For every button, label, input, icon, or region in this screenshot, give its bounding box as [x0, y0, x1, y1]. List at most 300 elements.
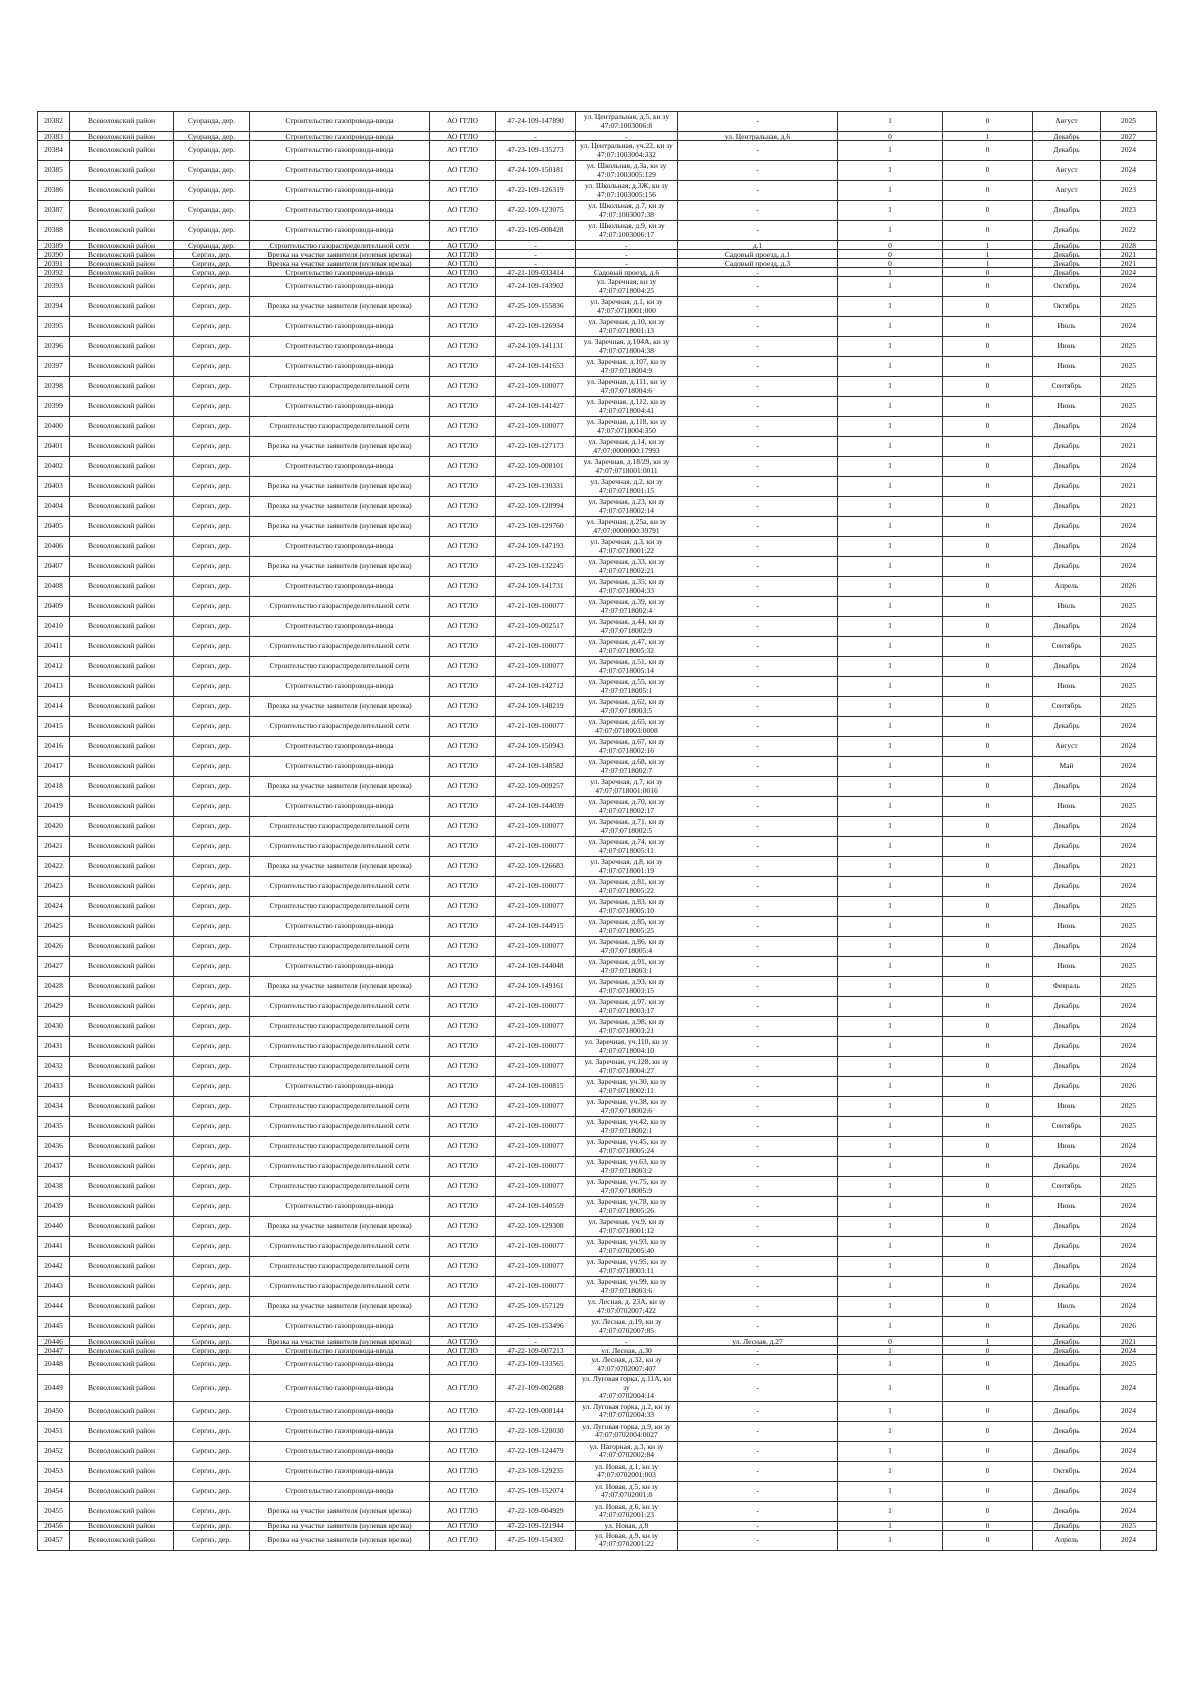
- cell-count-a: 1: [838, 597, 943, 617]
- cell-district: Всеволожский район: [70, 1421, 174, 1441]
- cell-address-alt: -: [678, 221, 838, 241]
- cell-month: Декабрь: [1033, 717, 1101, 737]
- cell-month: Июль: [1033, 597, 1101, 617]
- cell-number: 20456: [38, 1521, 70, 1530]
- cell-address: ул. Заречная, д.97, кн зу 47:07:0718003:17: [576, 997, 678, 1017]
- cell-count-a: 1: [838, 1530, 943, 1550]
- cell-count-a: 1: [838, 697, 943, 717]
- cell-application-code: 47-22-109-124479: [496, 1441, 576, 1461]
- cell-work-type: Строительство газораспределительной сети: [250, 1277, 430, 1297]
- cell-address-alt: -: [678, 817, 838, 837]
- cell-address-alt: -: [678, 837, 838, 857]
- cell-application-code: 47-25-109-153496: [496, 1317, 576, 1337]
- cell-count-a: 1: [838, 437, 943, 457]
- cell-address-alt: -: [678, 1077, 838, 1097]
- cell-month: Декабрь: [1033, 537, 1101, 557]
- cell-district: Всеволожский район: [70, 1217, 174, 1237]
- cell-number: 20428: [38, 977, 70, 997]
- cell-count-b: 0: [943, 337, 1033, 357]
- cell-address: ул. Новая, д.8: [576, 1521, 678, 1530]
- cell-district: Всеволожский район: [70, 797, 174, 817]
- cell-locality: Сергиэ, дер.: [174, 797, 250, 817]
- cell-application-code: -: [496, 250, 576, 259]
- cell-year: 2024: [1101, 1217, 1157, 1237]
- cell-work-type: Строительство газораспределительной сети: [250, 717, 430, 737]
- table-row: [38, 132, 1157, 141]
- cell-month: Декабрь: [1033, 777, 1101, 797]
- cell-application-code: 47-22-109-126319: [496, 181, 576, 201]
- table-row: [38, 917, 1157, 937]
- cell-work-type: Строительство газораспределительной сети: [250, 937, 430, 957]
- cell-locality: Сергиэ, дер.: [174, 957, 250, 977]
- table-row: [38, 1157, 1157, 1177]
- cell-address-alt: -: [678, 1346, 838, 1355]
- cell-address: ул. Заречная, д.68, кн зу 47:07:0718002:7: [576, 757, 678, 777]
- cell-organization: АО ГГЛО: [430, 1217, 496, 1237]
- cell-address-alt: -: [678, 1217, 838, 1237]
- cell-locality: Сергиэ, дер.: [174, 1530, 250, 1550]
- cell-application-code: 47-22-109-129308: [496, 1217, 576, 1237]
- cell-address: Садовый проезд, д.6: [576, 268, 678, 277]
- cell-locality: Сергиэ, дер.: [174, 1401, 250, 1421]
- cell-count-b: 0: [943, 657, 1033, 677]
- cell-locality: Сергиэ, дер.: [174, 577, 250, 597]
- cell-number: 20429: [38, 997, 70, 1017]
- cell-district: Всеволожский район: [70, 1317, 174, 1337]
- cell-locality: Сергиэ, дер.: [174, 1217, 250, 1237]
- table-row: [38, 477, 1157, 497]
- cell-count-b: 0: [943, 997, 1033, 1017]
- cell-locality: Сергиэ, дер.: [174, 377, 250, 397]
- cell-organization: АО ГГЛО: [430, 417, 496, 437]
- cell-work-type: Строительство газораспределительной сети: [250, 837, 430, 857]
- cell-month: Декабрь: [1033, 497, 1101, 517]
- cell-address-alt: ул. Центральная, д.6: [678, 132, 838, 141]
- cell-year: 2021: [1101, 497, 1157, 517]
- cell-organization: АО ГГЛО: [430, 457, 496, 477]
- cell-application-code: 47-21-109-100077: [496, 657, 576, 677]
- cell-month: Декабрь: [1033, 837, 1101, 857]
- cell-number: 20391: [38, 259, 70, 268]
- data-table: [37, 111, 1157, 1551]
- cell-application-code: 47-21-109-100077: [496, 1097, 576, 1117]
- cell-count-a: 1: [838, 977, 943, 997]
- cell-district: Всеволожский район: [70, 817, 174, 837]
- cell-month: Декабрь: [1033, 457, 1101, 477]
- cell-address-alt: -: [678, 537, 838, 557]
- cell-count-b: 0: [943, 268, 1033, 277]
- cell-count-b: 0: [943, 1057, 1033, 1077]
- cell-work-type: Врезка на участке заявителя (нулевая врезка): [250, 1217, 430, 1237]
- cell-work-type: Строительство газопровода-ввода: [250, 141, 430, 161]
- cell-address: ул. Заречная, д.81, кн зу 47:07:0718005:22: [576, 877, 678, 897]
- cell-organization: АО ГГЛО: [430, 797, 496, 817]
- cell-address-alt: -: [678, 417, 838, 437]
- cell-work-type: Строительство газопровода-ввода: [250, 1421, 430, 1441]
- cell-count-b: 1: [943, 241, 1033, 250]
- cell-application-code: 47-21-109-100077: [496, 1057, 576, 1077]
- cell-address: ул. Заречная, д.3, кн зу 47:07:0718001:22: [576, 537, 678, 557]
- cell-locality: Сергиэ, дер.: [174, 557, 250, 577]
- cell-year: 2024: [1101, 1530, 1157, 1550]
- cell-year: 2024: [1101, 1421, 1157, 1441]
- cell-count-b: 0: [943, 1157, 1033, 1177]
- cell-year: 2025: [1101, 677, 1157, 697]
- cell-address: ул. Заречная, д.83, кн зу 47:07:0718005:10: [576, 897, 678, 917]
- cell-address: ул. Заречная, д.55, кн зу 47:07:0718005:1: [576, 677, 678, 697]
- cell-number: 20384: [38, 141, 70, 161]
- cell-address-alt: -: [678, 317, 838, 337]
- cell-application-code: 47-24-109-144915: [496, 917, 576, 937]
- table-row: [38, 141, 1157, 161]
- cell-month: Декабрь: [1033, 897, 1101, 917]
- cell-address-alt: -: [678, 1441, 838, 1461]
- cell-organization: АО ГГЛО: [430, 1037, 496, 1057]
- cell-year: 2024: [1101, 1057, 1157, 1077]
- cell-organization: АО ГГЛО: [430, 1421, 496, 1441]
- cell-application-code: 47-24-109-150943: [496, 737, 576, 757]
- table-row: [38, 112, 1157, 132]
- cell-year: 2023: [1101, 181, 1157, 201]
- cell-work-type: Строительство газопровода-ввода: [250, 357, 430, 377]
- cell-address: ул. Заречная, уч.95, кн зу 47:07:0718003:11: [576, 1257, 678, 1277]
- cell-locality: Сергиэ, дер.: [174, 1097, 250, 1117]
- cell-work-type: Строительство газопровода-ввода: [250, 617, 430, 637]
- cell-count-b: 0: [943, 557, 1033, 577]
- cell-application-code: -: [496, 259, 576, 268]
- cell-count-a: 1: [838, 337, 943, 357]
- cell-number: 20439: [38, 1197, 70, 1217]
- cell-year: 2024: [1101, 777, 1157, 797]
- cell-year: 2027: [1101, 132, 1157, 141]
- cell-count-b: 0: [943, 1461, 1033, 1481]
- cell-application-code: 47-22-109-126683: [496, 857, 576, 877]
- cell-count-b: 0: [943, 697, 1033, 717]
- cell-address-alt: -: [678, 1037, 838, 1057]
- cell-work-type: Строительство газораспределительной сети: [250, 1137, 430, 1157]
- cell-month: Декабрь: [1033, 250, 1101, 259]
- cell-district: Всеволожский район: [70, 277, 174, 297]
- cell-district: Всеволожский район: [70, 537, 174, 557]
- cell-month: Июнь: [1033, 957, 1101, 977]
- cell-address-alt: -: [678, 297, 838, 317]
- cell-application-code: 47-23-109-129760: [496, 517, 576, 537]
- cell-locality: Сергиэ, дер.: [174, 917, 250, 937]
- cell-number: 20419: [38, 797, 70, 817]
- cell-count-b: 0: [943, 757, 1033, 777]
- cell-month: Сентябрь: [1033, 377, 1101, 397]
- cell-work-type: Врезка на участке заявителя (нулевая врезка): [250, 777, 430, 797]
- table-row: [38, 817, 1157, 837]
- cell-work-type: Врезка на участке заявителя (нулевая врезка): [250, 1337, 430, 1346]
- cell-organization: АО ГГЛО: [430, 937, 496, 957]
- cell-month: Декабрь: [1033, 1057, 1101, 1077]
- cell-number: 20386: [38, 181, 70, 201]
- cell-district: Всеволожский район: [70, 1481, 174, 1501]
- cell-address-alt: Садовый проезд, д.1: [678, 250, 838, 259]
- cell-locality: Сергиэ, дер.: [174, 877, 250, 897]
- cell-application-code: 47-24-109-143902: [496, 277, 576, 297]
- cell-district: Всеволожский район: [70, 317, 174, 337]
- cell-month: Декабрь: [1033, 1217, 1101, 1237]
- cell-count-b: 0: [943, 637, 1033, 657]
- table-row: [38, 268, 1157, 277]
- cell-application-code: 47-24-109-149161: [496, 977, 576, 997]
- cell-application-code: 47-21-109-100077: [496, 637, 576, 657]
- cell-locality: Сергиэ, дер.: [174, 297, 250, 317]
- cell-count-b: 0: [943, 1137, 1033, 1157]
- cell-organization: АО ГГЛО: [430, 637, 496, 657]
- cell-address-alt: -: [678, 917, 838, 937]
- cell-year: 2021: [1101, 477, 1157, 497]
- cell-count-b: 0: [943, 1530, 1033, 1550]
- cell-address: ул. Заречная, д.35, кн зу 47:07:0718004:33: [576, 577, 678, 597]
- table-row: [38, 597, 1157, 617]
- cell-count-b: 0: [943, 817, 1033, 837]
- cell-count-b: 0: [943, 221, 1033, 241]
- cell-number: 20435: [38, 1117, 70, 1137]
- cell-address: ул. Заречная, уч.99, кн зу 47:07:0718003:6: [576, 1277, 678, 1297]
- cell-count-a: 1: [838, 1117, 943, 1137]
- cell-district: Всеволожский район: [70, 837, 174, 857]
- cell-count-b: 0: [943, 1346, 1033, 1355]
- cell-address-alt: -: [678, 1117, 838, 1137]
- cell-address-alt: -: [678, 357, 838, 377]
- cell-year: 2025: [1101, 977, 1157, 997]
- cell-organization: АО ГГЛО: [430, 1530, 496, 1550]
- cell-month: Декабрь: [1033, 877, 1101, 897]
- cell-organization: АО ГГЛО: [430, 377, 496, 397]
- cell-organization: АО ГГЛО: [430, 757, 496, 777]
- cell-locality: Сергиэ, дер.: [174, 250, 250, 259]
- cell-address-alt: -: [678, 1237, 838, 1257]
- cell-address: ул. Заречная, д.33, кн зу 47:07:0718002:21: [576, 557, 678, 577]
- cell-year: 2025: [1101, 1097, 1157, 1117]
- cell-organization: АО ГГЛО: [430, 181, 496, 201]
- cell-month: Май: [1033, 757, 1101, 777]
- cell-district: Всеволожский район: [70, 1401, 174, 1421]
- cell-organization: АО ГГЛО: [430, 1501, 496, 1521]
- cell-address: ул. Луговая горка, д.2, кн зу 47:07:0702004:33: [576, 1401, 678, 1421]
- cell-count-b: 0: [943, 1441, 1033, 1461]
- cell-month: Декабрь: [1033, 517, 1101, 537]
- cell-month: Июнь: [1033, 1097, 1101, 1117]
- cell-number: 20437: [38, 1157, 70, 1177]
- cell-locality: Сергиэ, дер.: [174, 437, 250, 457]
- cell-count-a: 1: [838, 777, 943, 797]
- cell-year: 2025: [1101, 297, 1157, 317]
- cell-count-a: 1: [838, 161, 943, 181]
- cell-address-alt: -: [678, 1481, 838, 1501]
- cell-count-b: 0: [943, 837, 1033, 857]
- cell-year: 2024: [1101, 161, 1157, 181]
- cell-address: ул. Заречная, д.39, кн зу 47:07:0718002:4: [576, 597, 678, 617]
- cell-address: ул. Новая, д.1, кн зу 47:07:0702001:003: [576, 1461, 678, 1481]
- cell-address-alt: -: [678, 1375, 838, 1402]
- cell-application-code: -: [496, 132, 576, 141]
- cell-organization: АО ГГЛО: [430, 497, 496, 517]
- cell-work-type: Строительство газопровода-ввода: [250, 457, 430, 477]
- cell-work-type: Строительство газопровода-ввода: [250, 397, 430, 417]
- table-row: [38, 1375, 1157, 1402]
- cell-application-code: 47-24-109-140559: [496, 1197, 576, 1217]
- cell-year: 2028: [1101, 241, 1157, 250]
- cell-district: Всеволожский район: [70, 141, 174, 161]
- cell-address: ул. Заречная, д.51, кн зу 47:07:0718005:14: [576, 657, 678, 677]
- table-row: [38, 297, 1157, 317]
- cell-organization: АО ГГЛО: [430, 1337, 496, 1346]
- cell-address-alt: -: [678, 1257, 838, 1277]
- cell-organization: АО ГГЛО: [430, 537, 496, 557]
- cell-locality: Сергиэ, дер.: [174, 1501, 250, 1521]
- cell-locality: Сергиэ, дер.: [174, 357, 250, 377]
- cell-number: 20430: [38, 1017, 70, 1037]
- cell-organization: АО ГГЛО: [430, 717, 496, 737]
- cell-month: Декабрь: [1033, 1501, 1101, 1521]
- cell-application-code: 47-21-109-100077: [496, 1017, 576, 1037]
- cell-count-b: 0: [943, 1375, 1033, 1402]
- cell-year: 2024: [1101, 1197, 1157, 1217]
- cell-locality: Сергиэ, дер.: [174, 1337, 250, 1346]
- cell-application-code: 47-24-109-144039: [496, 797, 576, 817]
- cell-count-b: 0: [943, 537, 1033, 557]
- table-row: [38, 897, 1157, 917]
- table-row: [38, 857, 1157, 877]
- cell-address: ул. Заречная, д.14, кн зу 47:07:0000000:17993: [576, 437, 678, 457]
- cell-number: 20404: [38, 497, 70, 517]
- cell-count-b: 0: [943, 1421, 1033, 1441]
- cell-application-code: 47-23-109-133565: [496, 1355, 576, 1375]
- cell-organization: АО ГГЛО: [430, 1057, 496, 1077]
- cell-organization: АО ГГЛО: [430, 1521, 496, 1530]
- cell-number: 20408: [38, 577, 70, 597]
- cell-count-b: 0: [943, 1355, 1033, 1375]
- cell-count-a: 1: [838, 268, 943, 277]
- cell-number: 20445: [38, 1317, 70, 1337]
- cell-month: Декабрь: [1033, 1401, 1101, 1421]
- cell-month: Декабрь: [1033, 241, 1101, 250]
- table-row: [38, 317, 1157, 337]
- cell-application-code: 47-22-109-127173: [496, 437, 576, 457]
- cell-count-b: 0: [943, 1277, 1033, 1297]
- cell-count-a: 1: [838, 1461, 943, 1481]
- cell-address-alt: -: [678, 717, 838, 737]
- cell-month: Июнь: [1033, 1137, 1101, 1157]
- cell-address-alt: -: [678, 677, 838, 697]
- table-row: [38, 1501, 1157, 1521]
- table-row: [38, 997, 1157, 1017]
- cell-count-a: 1: [838, 937, 943, 957]
- cell-count-b: 0: [943, 181, 1033, 201]
- cell-organization: АО ГГЛО: [430, 997, 496, 1017]
- cell-locality: Суоранда, дер.: [174, 161, 250, 181]
- table-row: [38, 697, 1157, 717]
- table-row: [38, 1197, 1157, 1217]
- cell-locality: Сергиэ, дер.: [174, 1057, 250, 1077]
- cell-work-type: Врезка на участке заявителя (нулевая врезка): [250, 1297, 430, 1317]
- table-row: [38, 1037, 1157, 1057]
- cell-month: Декабрь: [1033, 937, 1101, 957]
- cell-district: Всеволожский район: [70, 417, 174, 437]
- cell-district: Всеволожский район: [70, 937, 174, 957]
- cell-count-b: 0: [943, 897, 1033, 917]
- cell-locality: Сергиэ, дер.: [174, 1277, 250, 1297]
- cell-year: 2021: [1101, 250, 1157, 259]
- table-row: [38, 1177, 1157, 1197]
- cell-number: 20452: [38, 1441, 70, 1461]
- cell-application-code: 47-21-109-100077: [496, 1037, 576, 1057]
- cell-month: Декабрь: [1033, 657, 1101, 677]
- cell-locality: Сергиэ, дер.: [174, 657, 250, 677]
- cell-year: 2024: [1101, 1297, 1157, 1317]
- cell-address: ул. Нагорная, д.3, кн зу 47:07:0702002:84: [576, 1441, 678, 1461]
- cell-organization: АО ГГЛО: [430, 250, 496, 259]
- cell-count-b: 0: [943, 737, 1033, 757]
- cell-number: 20387: [38, 201, 70, 221]
- cell-year: 2025: [1101, 377, 1157, 397]
- cell-address-alt: -: [678, 797, 838, 817]
- cell-count-b: 0: [943, 297, 1033, 317]
- cell-month: Октябрь: [1033, 1461, 1101, 1481]
- table-row: [38, 1137, 1157, 1157]
- cell-address-alt: -: [678, 1461, 838, 1481]
- table-row: [38, 259, 1157, 268]
- cell-count-b: 0: [943, 917, 1033, 937]
- cell-application-code: 47-21-109-100077: [496, 877, 576, 897]
- cell-work-type: Врезка на участке заявителя (нулевая врезка): [250, 697, 430, 717]
- cell-address: ул. Заречная, уч.45, кн зу 47:07:0718005:24: [576, 1137, 678, 1157]
- cell-work-type: Врезка на участке заявителя (нулевая врезка): [250, 857, 430, 877]
- cell-district: Всеволожский район: [70, 677, 174, 697]
- cell-district: Всеволожский район: [70, 377, 174, 397]
- cell-application-code: 47-21-109-100077: [496, 717, 576, 737]
- cell-application-code: 47-24-109-141731: [496, 577, 576, 597]
- cell-count-b: 0: [943, 161, 1033, 181]
- cell-count-a: 1: [838, 1137, 943, 1157]
- cell-address-alt: -: [678, 617, 838, 637]
- cell-year: 2024: [1101, 617, 1157, 637]
- cell-address: ул. Заречная, д.23, кн зу 47:07:0718002:14: [576, 497, 678, 517]
- cell-number: 20455: [38, 1501, 70, 1521]
- cell-organization: АО ГГЛО: [430, 1177, 496, 1197]
- cell-district: Всеволожский район: [70, 221, 174, 241]
- cell-count-a: 1: [838, 997, 943, 1017]
- cell-count-a: 1: [838, 221, 943, 241]
- cell-locality: Сергиэ, дер.: [174, 1481, 250, 1501]
- cell-address: ул. Школьная, д.3а, кн зу 47:07:1003005:129: [576, 161, 678, 181]
- cell-month: Декабрь: [1033, 1521, 1101, 1530]
- cell-district: Всеволожский район: [70, 717, 174, 737]
- cell-locality: Суоранда, дер.: [174, 181, 250, 201]
- cell-district: Всеволожский район: [70, 997, 174, 1017]
- cell-locality: Сергиэ, дер.: [174, 937, 250, 957]
- cell-count-a: 1: [838, 917, 943, 937]
- cell-district: Всеволожский район: [70, 497, 174, 517]
- table-row: [38, 181, 1157, 201]
- cell-count-b: 0: [943, 357, 1033, 377]
- cell-work-type: Строительство газораспределительной сети: [250, 417, 430, 437]
- cell-number: 20412: [38, 657, 70, 677]
- cell-month: Декабрь: [1033, 132, 1101, 141]
- table-row: [38, 877, 1157, 897]
- cell-count-a: 1: [838, 677, 943, 697]
- cell-address: ул. Заречная, д.85, кн зу 47:07:0718005:25: [576, 917, 678, 937]
- cell-address-alt: -: [678, 1317, 838, 1337]
- cell-locality: Суоранда, дер.: [174, 201, 250, 221]
- cell-month: Декабрь: [1033, 1375, 1101, 1402]
- cell-locality: Сергиэ, дер.: [174, 897, 250, 917]
- cell-work-type: Строительство газопровода-ввода: [250, 737, 430, 757]
